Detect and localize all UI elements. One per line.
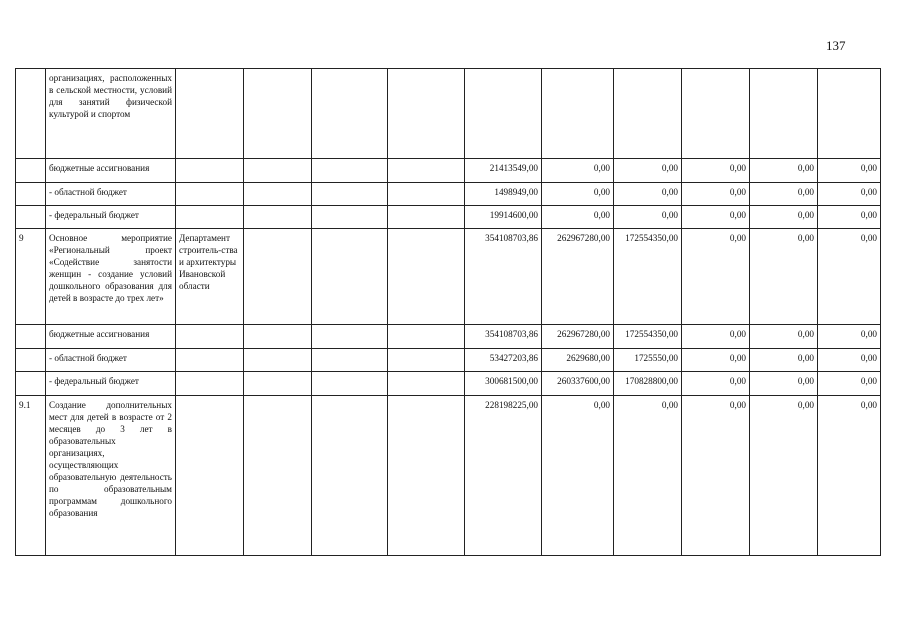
amount-cell-6 (818, 69, 881, 159)
amount-cell-3: 172554350,00 (614, 325, 682, 349)
amount-cell-5 (750, 69, 818, 159)
empty-cell (312, 325, 388, 349)
executor-cell: Департамент строитель-ства и архитектуры Ивановской области (176, 229, 244, 325)
amount-cell-5: 0,00 (750, 325, 818, 349)
description-cell: - федеральный бюджет (46, 372, 176, 396)
amount-cell-3 (614, 69, 682, 159)
amount-cell-5: 0,00 (750, 183, 818, 206)
amount-cell-6: 0,00 (818, 206, 881, 229)
table-row (16, 69, 881, 159)
table-row (16, 349, 881, 372)
amount-cell-6: 0,00 (818, 372, 881, 396)
table-row (16, 396, 881, 556)
amount-cell-4: 0,00 (682, 325, 750, 349)
table-row (16, 206, 881, 229)
description-cell: Основное мероприятие «Региональный проект «Содействие занятости женщин - создание условий дошкольного образования для детей в возрасте до трех лет» (46, 229, 176, 325)
amount-cell-2 (542, 69, 614, 159)
amount-cell-6: 0,00 (818, 183, 881, 206)
empty-cell (388, 183, 465, 206)
description-cell: - областной бюджет (46, 349, 176, 372)
amount-cell-1: 1498949,00 (465, 183, 542, 206)
empty-cell (244, 372, 312, 396)
amount-cell-4: 0,00 (682, 396, 750, 556)
table-row (16, 372, 881, 396)
amount-cell-2: 0,00 (542, 206, 614, 229)
empty-cell (388, 229, 465, 325)
amount-cell-1: 19914600,00 (465, 206, 542, 229)
empty-cell (388, 372, 465, 396)
empty-cell (312, 206, 388, 229)
empty-cell (244, 229, 312, 325)
row-number-cell (16, 69, 46, 159)
row-number-cell (16, 372, 46, 396)
amount-cell-6: 0,00 (818, 396, 881, 556)
description-cell: бюджетные ассигнования (46, 159, 176, 183)
row-number-cell (16, 349, 46, 372)
executor-cell (176, 325, 244, 349)
empty-cell (244, 159, 312, 183)
row-number-cell: 9 (16, 229, 46, 325)
executor-cell (176, 69, 244, 159)
row-number-cell (16, 325, 46, 349)
row-number-cell (16, 159, 46, 183)
amount-cell-6: 0,00 (818, 229, 881, 325)
amount-cell-1: 53427203,86 (465, 349, 542, 372)
amount-cell-3: 1725550,00 (614, 349, 682, 372)
empty-cell (388, 159, 465, 183)
empty-cell (244, 396, 312, 556)
amount-cell-2: 0,00 (542, 396, 614, 556)
amount-cell-4: 0,00 (682, 183, 750, 206)
amount-cell-1: 354108703,86 (465, 229, 542, 325)
amount-cell-6: 0,00 (818, 159, 881, 183)
empty-cell (388, 349, 465, 372)
table-row (16, 229, 881, 325)
empty-cell (244, 349, 312, 372)
amount-cell-5: 0,00 (750, 349, 818, 372)
amount-cell-4: 0,00 (682, 159, 750, 183)
amount-cell-2: 260337600,00 (542, 372, 614, 396)
amount-cell-3: 0,00 (614, 206, 682, 229)
amount-cell-1: 21413549,00 (465, 159, 542, 183)
empty-cell (244, 206, 312, 229)
amount-cell-2: 2629680,00 (542, 349, 614, 372)
amount-cell-6: 0,00 (818, 325, 881, 349)
amount-cell-1: 228198225,00 (465, 396, 542, 556)
description-cell: - федеральный бюджет (46, 206, 176, 229)
amount-cell-3: 0,00 (614, 396, 682, 556)
executor-cell (176, 206, 244, 229)
description-cell: - областной бюджет (46, 183, 176, 206)
amount-cell-4: 0,00 (682, 349, 750, 372)
amount-cell-2: 0,00 (542, 183, 614, 206)
amount-cell-3: 170828800,00 (614, 372, 682, 396)
executor-cell (176, 159, 244, 183)
budget-table (15, 68, 881, 556)
empty-cell (244, 183, 312, 206)
empty-cell (312, 183, 388, 206)
empty-cell (388, 325, 465, 349)
table-row (16, 159, 881, 183)
empty-cell (312, 159, 388, 183)
amount-cell-2: 262967280,00 (542, 229, 614, 325)
empty-cell (312, 396, 388, 556)
empty-cell (388, 69, 465, 159)
amount-cell-5: 0,00 (750, 396, 818, 556)
empty-cell (244, 69, 312, 159)
empty-cell (312, 229, 388, 325)
empty-cell (312, 69, 388, 159)
amount-cell-5: 0,00 (750, 206, 818, 229)
amount-cell-3: 0,00 (614, 159, 682, 183)
empty-cell (388, 206, 465, 229)
page-number: 137 (826, 38, 846, 53)
amount-cell-1: 300681500,00 (465, 372, 542, 396)
executor-cell (176, 372, 244, 396)
amount-cell-1 (465, 69, 542, 159)
description-cell: организациях, расположенных в сельской местности, условий для занятий физической культурой и спортом (46, 69, 176, 159)
row-number-cell (16, 206, 46, 229)
amount-cell-6: 0,00 (818, 349, 881, 372)
amount-cell-2: 0,00 (542, 159, 614, 183)
empty-cell (312, 349, 388, 372)
amount-cell-4: 0,00 (682, 372, 750, 396)
amount-cell-4: 0,00 (682, 206, 750, 229)
description-cell: бюджетные ассигнования (46, 325, 176, 349)
row-number-cell: 9.1 (16, 396, 46, 556)
row-number-cell (16, 183, 46, 206)
amount-cell-5: 0,00 (750, 372, 818, 396)
amount-cell-3: 0,00 (614, 183, 682, 206)
amount-cell-2: 262967280,00 (542, 325, 614, 349)
amount-cell-4 (682, 69, 750, 159)
description-cell: Создание дополнительных мест для детей в возрасте от 2 месяцев до 3 лет в образовательных организациях, осуществляющих образовательную деятельность по образовательным программам дошкольного образования (46, 396, 176, 556)
amount-cell-4: 0,00 (682, 229, 750, 325)
executor-cell (176, 396, 244, 556)
executor-cell (176, 349, 244, 372)
amount-cell-5: 0,00 (750, 159, 818, 183)
empty-cell (388, 396, 465, 556)
executor-cell (176, 183, 244, 206)
empty-cell (244, 325, 312, 349)
amount-cell-1: 354108703,86 (465, 325, 542, 349)
amount-cell-5: 0,00 (750, 229, 818, 325)
empty-cell (312, 372, 388, 396)
table-row (16, 183, 881, 206)
amount-cell-3: 172554350,00 (614, 229, 682, 325)
table-row (16, 325, 881, 349)
